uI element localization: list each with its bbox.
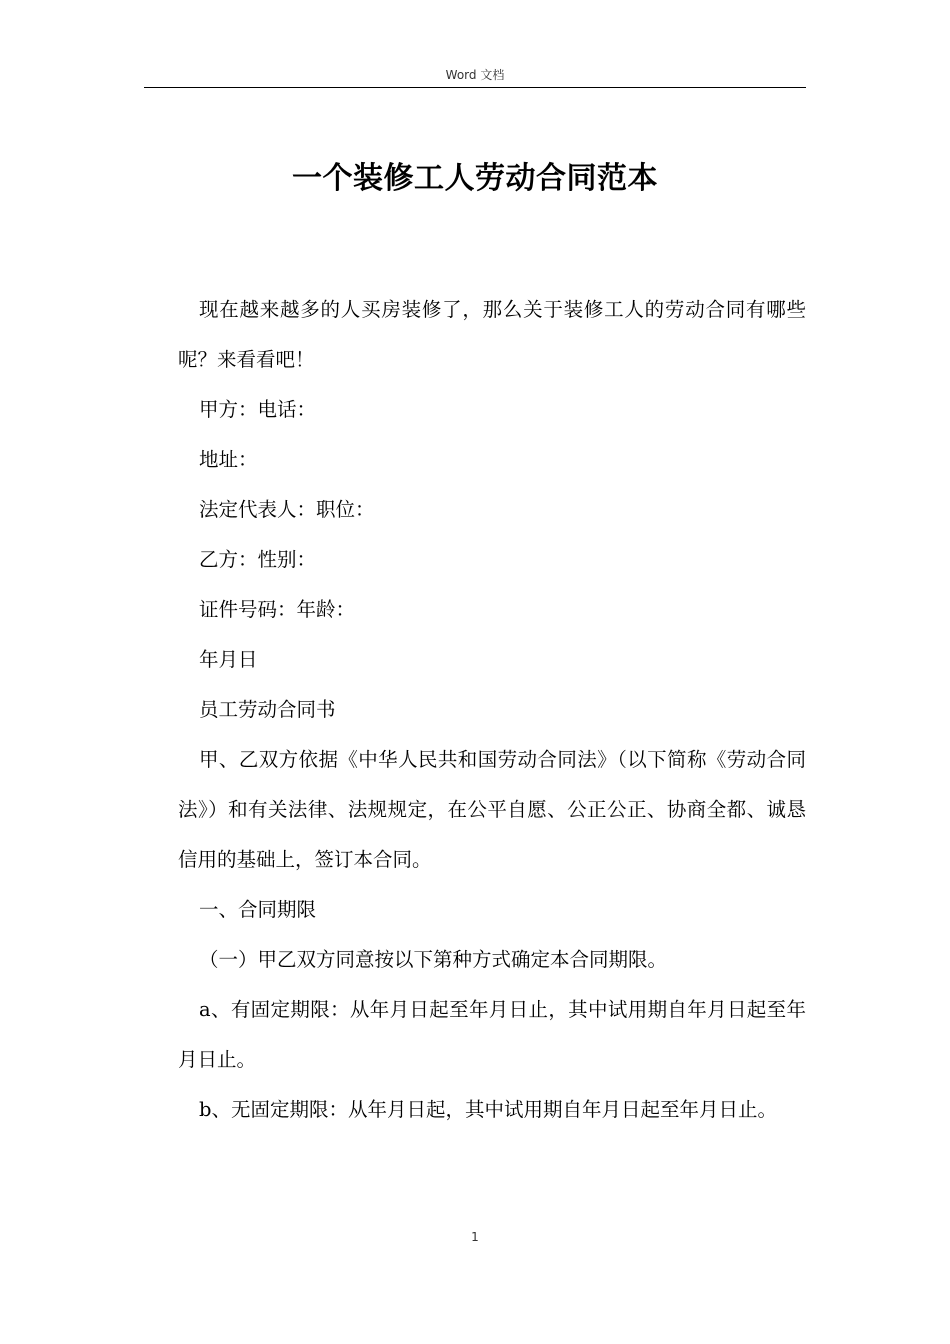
page-header: Word 文档 bbox=[445, 68, 505, 82]
document-title: 一个装修工人劳动合同范本 bbox=[292, 161, 658, 196]
document-body bbox=[178, 285, 806, 1135]
paragraph-party-b-gender: 乙方：性别： bbox=[199, 548, 317, 571]
paragraph-id-number-age: 证件号码：年龄： bbox=[199, 598, 356, 621]
paragraph-address: 地址： bbox=[199, 448, 258, 471]
paragraph-section-one-heading: 一、合同期限 bbox=[199, 898, 317, 921]
paragraph-party-a-phone: 甲方：电话： bbox=[199, 398, 317, 421]
paragraph-intro: 现在越来越多的人买房装修了，那么关于装修工人的劳动合同有哪些呢？来看看吧！ bbox=[178, 298, 806, 371]
paragraph-open-term: b、无固定期限：从年月日起，其中试用期自年月日起至年月日止。 bbox=[199, 1098, 777, 1121]
paragraph-term-method: （一）甲乙双方同意按以下第种方式确定本合同期限。 bbox=[199, 948, 668, 971]
paragraph-fixed-term: a、有固定期限：从年月日起至年月日止，其中试用期自年月日起至年月日止。 bbox=[178, 998, 806, 1071]
page-number: 1 bbox=[471, 1230, 479, 1244]
paragraph-legal-basis: 甲、乙双方依据《中华人民共和国劳动合同法》（以下简称《劳动合同法》）和有关法律、法规规定，在公平自愿、公正公正、协商全都、诚恳信用的基础上，签订本合同。 bbox=[178, 748, 806, 871]
paragraph-contract-heading: 员工劳动合同书 bbox=[199, 698, 336, 721]
paragraph-date: 年月日 bbox=[199, 648, 258, 671]
paragraph-legal-representative: 法定代表人：职位： bbox=[199, 498, 375, 521]
header-divider bbox=[144, 87, 806, 88]
